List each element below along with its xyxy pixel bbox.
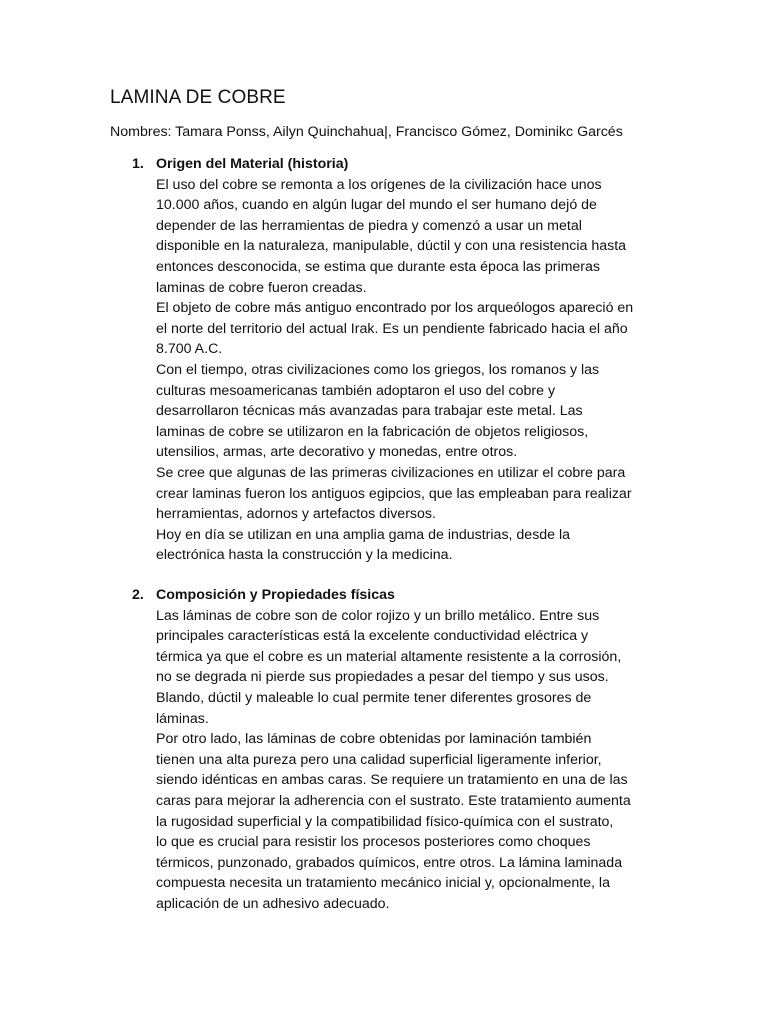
body-line: Por otro lado, las láminas de cobre obtenidas por laminación también	[156, 731, 592, 748]
section-heading: Origen del Material (historia)	[156, 156, 349, 172]
body-line: Hoy en día se utilizan en una amplia gama de industrias, desde la	[156, 526, 571, 543]
body-line: aplicación de un adhesivo adecuado.	[156, 895, 390, 912]
authors-line: Nombres: Tamara Ponss, Ailyn Quinchahua|, Francisco Gómez, Dominikc Garcés	[110, 124, 623, 140]
body-line: culturas mesoamericanas también adoptaron el uso del cobre y	[156, 382, 556, 399]
body-line: principales características está la excelente conductividad eléctrica y	[156, 628, 589, 645]
body-line: Las láminas de cobre son de color rojizo y un brillo metálico. Entre sus	[156, 607, 600, 624]
body-line: El uso del cobre se remonta a los orígenes de la civilización hace unos	[156, 176, 602, 193]
body-line: Con el tiempo, otras civilizaciones como los griegos, los romanos y las	[156, 361, 600, 378]
body-line: utensilios, armas, arte decorativo y monedas, entre otros.	[156, 444, 518, 461]
body-line: laminas de cobre fueron creadas.	[156, 279, 367, 296]
body-line: no se degrada ni pierde sus propiedades a pesar del tiempo y sus usos.	[156, 669, 609, 686]
body-line: desarrollaron técnicas más avanzadas para trabajar este metal. Las	[156, 403, 583, 420]
body-line: siendo idénticas en ambas caras. Se requiere un tratamiento en una de las	[156, 772, 628, 789]
body-line: la rugosidad superficial y la compatibilidad físico-química con el sustrato,	[156, 813, 614, 830]
body-line: caras para mejorar la adherencia con el sustrato. Este tratamiento aumenta	[156, 792, 631, 809]
body-line: Se cree que algunas de las primeras civilizaciones en utilizar el cobre para	[156, 464, 626, 481]
body-line: herramientas, adornos y artefactos diversos.	[156, 506, 436, 523]
body-line: láminas.	[156, 710, 209, 727]
body-line: el norte del territorio del actual Irak. Es un pendiente fabricado hacia el año	[156, 320, 628, 337]
body-line: laminas de cobre se utilizaron en la fabricación de objetos religiosos,	[156, 423, 589, 440]
body-line: 8.700 A.C.	[156, 341, 223, 358]
body-line: térmica ya que el cobre es un material altamente resistente a la corrosión,	[156, 648, 622, 665]
body-line: depender de las herramientas de piedra y comenzó a usar un metal	[156, 217, 582, 234]
body-line: 10.000 años, cuando en algún lugar del mundo el ser humano dejó de	[156, 197, 597, 214]
section-body	[156, 175, 676, 566]
section-heading: Composición y Propiedades físicas	[156, 587, 395, 603]
body-line: crear laminas fueron los antiguos egipcios, que las empleaban para realizar	[156, 485, 632, 502]
document-title: LAMINA DE COBRE	[110, 87, 286, 108]
body-line: térmicos, punzonado, grabados químicos, entre otros. La lámina laminada	[156, 854, 623, 871]
section-number: 2.	[132, 587, 144, 603]
body-line: tienen una alta pureza pero una calidad superficial ligeramente inferior,	[156, 751, 602, 768]
body-line: compuesta necesita un tratamiento mecánico inicial y, opcionalmente, la	[156, 875, 610, 892]
body-line: electrónica hasta la construcción y la medicina.	[156, 547, 453, 564]
section-body	[156, 606, 676, 915]
section-number: 1.	[132, 156, 144, 172]
body-line: lo que es crucial para resistir los procesos posteriores como choques	[156, 834, 591, 851]
body-line: entonces desconocida, se estima que durante esta época las primeras	[156, 258, 601, 275]
body-line: El objeto de cobre más antiguo encontrado por los arqueólogos apareció en	[156, 300, 634, 317]
body-line: disponible en la naturaleza, manipulable, dúctil y con una resistencia hasta	[156, 238, 627, 255]
body-line: Blando, dúctil y maleable lo cual permite tener diferentes grosores de	[156, 689, 592, 706]
